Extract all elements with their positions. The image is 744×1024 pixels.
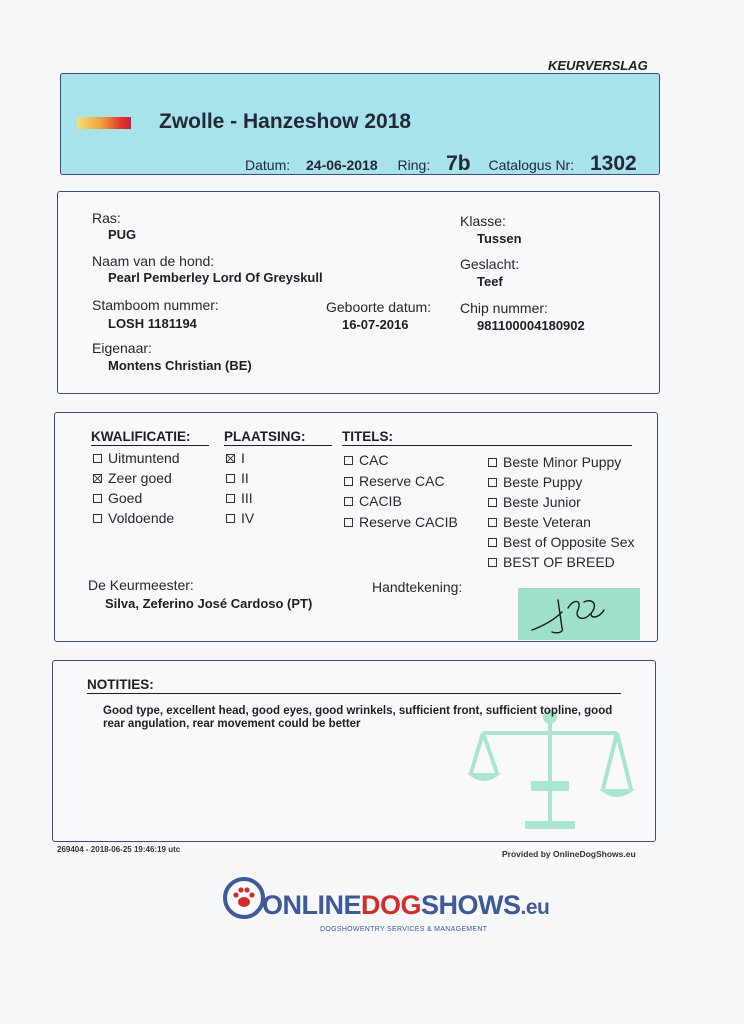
titels-list-left [344, 452, 458, 534]
klasse-label: Klasse: [460, 213, 506, 229]
checkbox[interactable] [344, 497, 353, 506]
notes-box [52, 660, 656, 842]
stamboom-label: Stamboom nummer: [92, 297, 219, 313]
checkbox[interactable] [344, 518, 353, 527]
plaatsing-option[interactable]: III [226, 490, 254, 510]
kwalificatie-option[interactable]: Voldoende [93, 510, 180, 530]
header-details [245, 152, 637, 176]
chip-value: 981100004180902 [477, 318, 585, 333]
plaatsing-option[interactable]: I [226, 450, 254, 470]
geslacht-label: Geslacht: [460, 256, 520, 272]
geboorte-label: Geboorte datum: [326, 299, 432, 315]
brand-subtitle: DOGSHOWENTRY SERVICES & MANAGEMENT [320, 926, 488, 933]
judging-box [54, 412, 658, 642]
brand-name: ONLINEDOGSHOWS.eu [262, 890, 550, 920]
document-type: KEURVERSLAG [548, 58, 648, 73]
checkbox[interactable] [488, 478, 497, 487]
checkbox[interactable] [226, 514, 235, 523]
checkbox[interactable] [488, 538, 497, 547]
checkbox[interactable] [93, 494, 102, 503]
titel-option[interactable]: CAC [344, 452, 458, 473]
checkbox[interactable] [488, 498, 497, 507]
checkbox[interactable] [488, 558, 497, 567]
header-box [60, 73, 660, 175]
kwalificatie-option[interactable]: Uitmuntend [93, 450, 180, 470]
paw-icon [222, 876, 266, 920]
kwalificatie-option[interactable]: Goed [93, 490, 180, 510]
keurmeester-label: De Keurmeester: [88, 577, 194, 593]
naam-label: Naam van de hond: [92, 253, 215, 269]
titel-option[interactable]: CACIB [344, 493, 458, 514]
keurmeester-value: Silva, Zeferino José Cardoso (PT) [105, 596, 313, 611]
eigenaar-value: Montens Christian (BE) [108, 358, 252, 373]
ring-value: 7b [446, 152, 471, 175]
klasse-value: Tussen [477, 231, 522, 246]
titel-option[interactable]: Beste Veteran [488, 514, 635, 534]
datum-label: Datum: [245, 157, 291, 173]
catalogus-label: Catalogus Nr: [488, 157, 575, 173]
plaatsing-list [226, 450, 254, 530]
checkbox[interactable] [93, 454, 102, 463]
show-title: Zwolle - Hanzeshow 2018 [159, 110, 412, 133]
checkbox-checked[interactable] [226, 454, 235, 463]
checkbox[interactable] [226, 474, 235, 483]
ras-value: PUG [108, 227, 137, 242]
titel-option[interactable]: Reserve CAC [344, 473, 458, 494]
titel-option[interactable]: Beste Minor Puppy [488, 454, 635, 474]
checkbox-checked[interactable] [93, 474, 102, 483]
notes-text: Good type, excellent head, good eyes, good wrinkels, sufficient front, sufficient topline, good rear angulation, rear movement could be better [103, 705, 613, 730]
geslacht-value: Teef [477, 274, 503, 289]
checkbox[interactable] [93, 514, 102, 523]
dog-info-box [57, 191, 660, 394]
checkbox[interactable] [226, 494, 235, 503]
handtekening-label: Handtekening: [372, 579, 463, 595]
checkbox[interactable] [488, 458, 497, 467]
footer-provider: Provided by OnlineDogShows.eu [502, 849, 636, 859]
geboorte-value: 16-07-2016 [342, 317, 409, 332]
kwalificatie-list [93, 450, 180, 530]
signature [518, 588, 640, 640]
titel-option[interactable]: BEST OF BREED [488, 554, 635, 574]
notes-heading: NOTITIES: [87, 677, 621, 694]
titels-list-right [488, 454, 635, 574]
chip-label: Chip nummer: [460, 300, 548, 316]
titel-option[interactable]: Reserve CACIB [344, 514, 458, 535]
catalogus-value: 1302 [590, 152, 637, 175]
plaatsing-heading: PLAATSING: [224, 429, 332, 446]
kwalificatie-heading: KWALIFICATIE: [91, 429, 209, 446]
titel-option[interactable]: Beste Puppy [488, 474, 635, 494]
plaatsing-option[interactable]: IV [226, 510, 254, 530]
signature-scribble-icon [518, 588, 640, 640]
brand-logo [222, 874, 550, 938]
plaatsing-option[interactable]: II [226, 470, 254, 490]
titel-option[interactable]: Best of Opposite Sex [488, 534, 635, 554]
datum-value: 24-06-2018 [306, 157, 378, 173]
ras-label: Ras: [92, 210, 121, 226]
eigenaar-label: Eigenaar: [92, 340, 152, 356]
checkbox[interactable] [488, 518, 497, 527]
titel-option[interactable]: Beste Junior [488, 494, 635, 514]
kwalificatie-option[interactable]: Zeer goed [93, 470, 180, 490]
naam-value: Pearl Pemberley Lord Of Greyskull [108, 270, 323, 285]
ring-label: Ring: [397, 157, 431, 173]
stamboom-value: LOSH 1181194 [108, 316, 197, 331]
footer-timestamp: 269404 - 2018-06-25 19:46:19 utc [57, 845, 181, 854]
checkbox[interactable] [344, 477, 353, 486]
titels-heading: TITELS: [342, 429, 632, 446]
checkbox[interactable] [344, 456, 353, 465]
show-logo [77, 117, 131, 129]
